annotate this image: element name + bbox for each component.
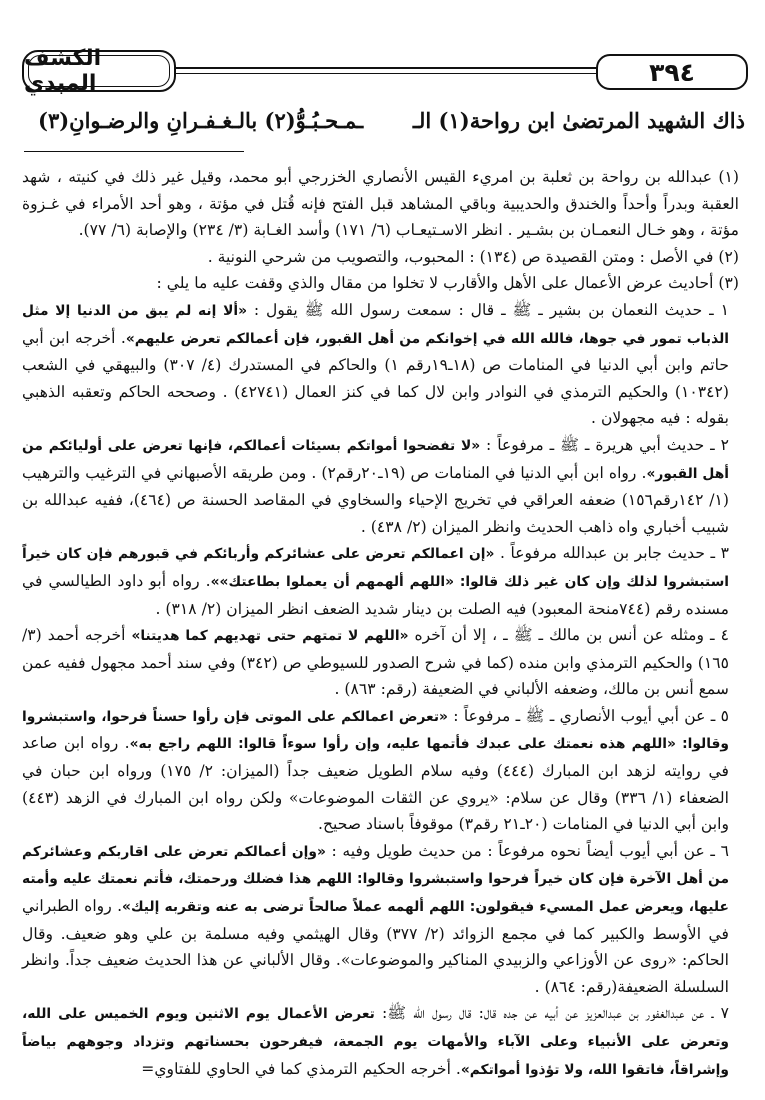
hadith-quote: تعرض الأعمال يوم الاثنين ويوم الخميس على الله، وتعرض على الأنبياء وعلى الآباء والأمهات يوم الجمعة، فيفرحون بحسناتهم وتزداد وجوههم بياضاً وإشراقاً، فاتقوا الله، ولا تؤذوا أمواتكم»: [22, 1006, 729, 1078]
footnote-1-line: شهد العقبة وبدراً وأحداً والخندق والحديبية وباقي المشاهد قبل الفتح فإنه قُتل في مؤتة ، وهو أحد الأمراء: [22, 168, 739, 213]
page-number-frame: [596, 54, 748, 90]
footnote-1-line: والإصابة (٦/ ٧٧).: [78, 221, 188, 240]
footnote-1-line: في غـزوة مؤتة ، وهو خـال النعمـان بن بشـير . انظر الاسـتيعـاب (٦/ ١٧١) وأسد الغـابة (٣/ ٢٣٤): [22, 194, 739, 240]
hadith-2: [22, 432, 739, 540]
header-rule-bottom: [172, 73, 598, 74]
hadith-6: [22, 838, 739, 1001]
verse-first-hemistich: [385, 108, 745, 144]
footnote-2: (٢) في الأصل : ومتن القصيدة ص (١٣٤) : المحبوب، والتصويب من شرحي النونية .: [207, 247, 739, 266]
book-title-frame: [22, 46, 176, 96]
hadith-takhrij: . أخرجه الحكيم الترمذي كما في الحاوي للفتاوي=: [141, 1059, 461, 1078]
hadith-text: ٥ ـ عن أبي أيوب الأنصاري ـ ﷺ ـ مرفوعاً :: [447, 706, 729, 725]
header-rule-top: [172, 67, 598, 69]
hadith-quote: «اللهم لا تمتهم حتى تهديهم كما هديتنا»: [131, 628, 409, 645]
hadith-text: ١ ـ حديث النعمان بن بشير ـ ﷺ ـ قال : سمعت رسول الله ﷺ يقول :: [247, 300, 730, 319]
footnote-1: [22, 164, 739, 244]
verse-first-text: ذاك الشهيد المرتضىٰ ابن رواحة(١) الـ: [412, 108, 745, 133]
hadith-text: ٣ ـ حديث جابر بن عبدالله مرفوعاً .: [494, 544, 729, 563]
verse-second-text: ـمـحـبُـوُّ(٢) بالـغـفـرانِ والرضـوانِ(٣): [38, 108, 364, 133]
hadith-quote: «لا تفضحوا أمواتكم بسيئات أعمالكم، فإنها تعرض على أوليائكم من أهل القبور»: [22, 437, 730, 482]
hadith-quote: «تعرض اعمالكم على الموتى فإن رأوا حسناً فرحوا، واستبشروا وقالوا: «اللهم هذه نعمتك على عبدك فأتمها عليه، وإن رأوا سوءاً قالوا: اللهم راجع به»: [22, 708, 729, 753]
hadith-4: [22, 622, 739, 703]
hadith-3: [22, 540, 739, 622]
page-header: [22, 48, 748, 94]
footnote-3-intro: (٣) أحاديث عرض الأعمال على الأهل والأقارب لا تخلوا من مقال والذي وقفت عليه ما يلي :: [156, 274, 739, 293]
verse-second-hemistich: [38, 108, 398, 144]
hadith-1: [22, 297, 739, 432]
hadith-takhrij: . رواه ابن أبي الدنيا في المنامات ص (١٩ـ٢٠رقم٢) . ومن طريقه الأصبهاني في الترغيب والترهيب (١/ ١٤٢رقم١٥٦) ضعفه العراقي في تخريج الإحياء والسخاوي في المقاصد الحسنة ص (٤٦٤)، ففيه عبدالله بن شبيب أخباري واه ذاهب الحديث وانظر الميزان (٢/ ٤٣٨) .: [22, 463, 729, 536]
hadith-5: [22, 703, 739, 838]
hadith-takhrij: . رواه أبو داود الطيالسي في مسنده رقم (٧٤٤منحة المعبود) فيه الصلت بن دينار شديد الضعف انظر الميزان (٢/ ٣١٨) .: [22, 571, 729, 618]
hadith-takhrij: أخرجه أحمد (٣/ ١٦٥) والحكيم الترمذي وابن منده (كما في شرح الصدور للسيوطي ص (٣٤٢) وفي سند أحمد مجهول ففيه عمن سمع أنس بن مالك، وضعفه الألباني في الضعيفة (رقم: ٨٦٣) .: [22, 626, 730, 699]
hadith-7: [22, 1000, 739, 1083]
footnote-1-line: (١) عبدالله بن رواحة بن ثعلبة بن امريء القيس الأنصاري الخزرجي أبو محمد، وقيل غير ذلك في كنيته ،: [56, 168, 739, 186]
hadith-quote: «إن اعمالكم تعرض على عشائركم وأربائكم في قبورهم فإن كان خيراً استبشروا لذلك وإن كان غير ذلك قالوا: «اللهم ألهمهم أن يعملوا بطاعتك»»: [22, 546, 729, 590]
footnote-separator: [24, 151, 244, 152]
hadith-takhrij: . رواه الطبراني في الأوسط والكبير كما في مجمع الزوائد (٢/ ٣٧٧) وقال الهيثمي وفيه مسلمة بن علي وهو ضعيف. وقال الحاكم: «روى عن الأوزاعي والزبيدي المناكير والموضوعات». وقال الألباني عن هذا الحديث ضعيف جداً. وانظر السلسلة الضعيفة(رقم: ٨٦٤) .: [22, 897, 729, 996]
hadith-text: ٧ ـ عن عبدالغفور بن عبدالعزيز عن أبيه عن جده قال: قال رسول الله ﷺ:: [374, 1004, 729, 1023]
footnotes: [22, 164, 739, 1083]
page-number: ٣٩٤: [649, 57, 695, 87]
hadith-text: ٢ ـ حديث أبي هريرة ـ ﷺ ـ مرفوعاً :: [480, 435, 729, 454]
hadith-quote: «وإن أعمالكم تعرض على اقاربكم وعشائركم من أهل الآخرة فإن كان خيراً فرحوا واستبشروا وقالوا: اللهم هذا فضلك ورحمتك، فأتم نعمتك عليه وأمته عليها، ويعرض عمل المسيء فيقولون: اللهم ألهمه عملاً صالحاً ترضى به عنه وتقربه إليك»: [22, 843, 729, 916]
book-title: الكشف المبدي: [24, 46, 102, 96]
hadith-takhrij: . أخرجه ابن أبي حاتم وابن أبي الدنيا في المنامات ص (١٨ـ١٩رقم ١) والحاكم في المستدرك (٤/ ٣٠٧) والبيهقي في الشعب (١٠٣٤٢) والحكيم الترمذي في النوادر وابن لال كما في كنز العمال (٤٢٧٤١) . وصححه الحاكم وتعقبه الذهبي بقوله : فيه مجهولان .: [22, 328, 729, 428]
hadith-takhrij: . رواه ابن صاعد في روايته لزهد ابن المبارك (٤٤٤) وفيه سلام الطويل ضعيف جداً (الميزان: ٢/ ١٧٥) ورواه ابن حبان في الضعفاء (١/ ٣٣٦) وقال عن سلام: «يروي عن الثقات الموضوعات» ولكن رواه ابن المبارك في الزهد (٤٤٣) وابن أبي الدنيا في المنامات (٢٠ـ٢١ رقم٣) موقوفاً باسناد صحيح.: [22, 734, 729, 834]
hadith-text: ٦ ـ عن أبي أيوب أيضاً نحوه مرفوعاً : من حديث طويل وفيه :: [325, 841, 729, 860]
hadith-quote: «ألا إنه لم يبق من الدنيا إلا مثل الذباب تمور في جوها، فالله الله في إخوانكم من أهل القبور، فإن أعمالكم تعرض عليهم»: [22, 302, 729, 347]
hadith-text: ٤ ـ ومثله عن أنس بن مالك ـ ﷺ ـ ، إلا أن آخره: [408, 626, 729, 645]
